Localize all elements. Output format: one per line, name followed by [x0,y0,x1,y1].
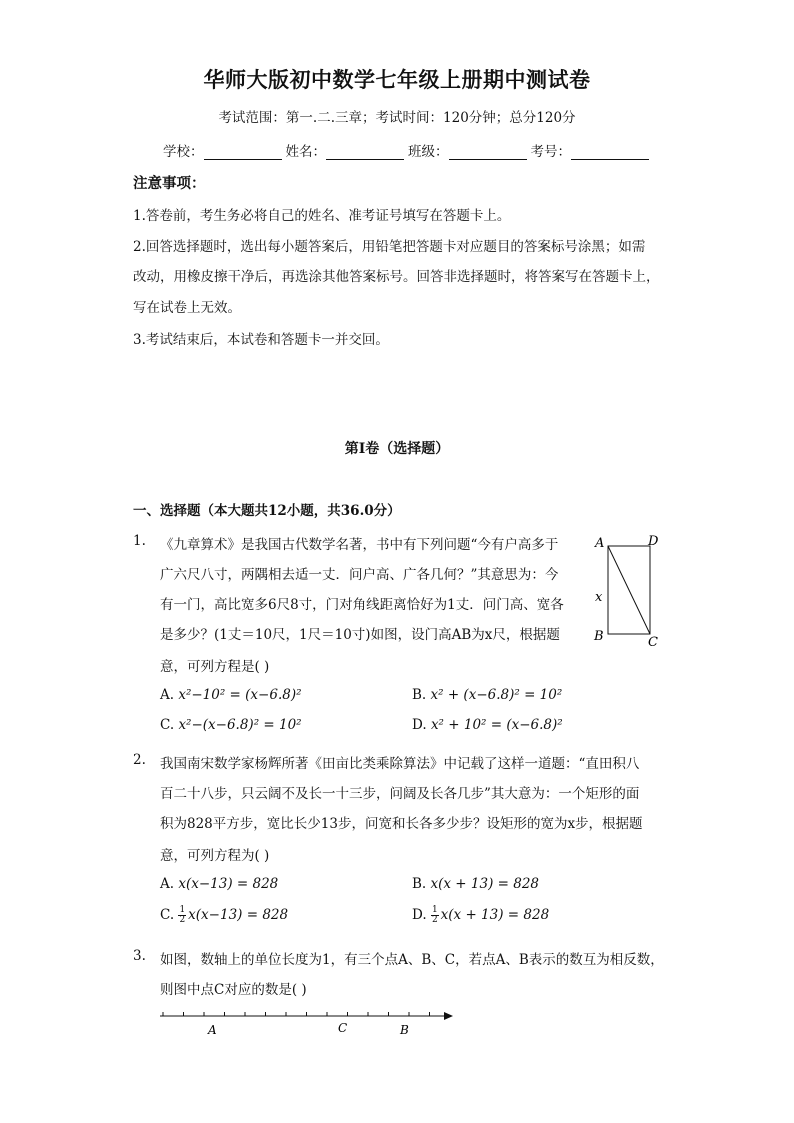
section-title: 一、选择题（本大题共12小题，共36.0分） [133,503,401,519]
number-line [155,1004,460,1040]
option-b[interactable] [412,687,562,703]
name-label: 姓名： [285,144,326,160]
notice-item: 改动，用橡皮擦干净后，再选涂其他答案标号。回答非选择题时，将答案写在答题卡上， [133,269,660,285]
question-text: 有一门，高比宽多6尺8寸，门对角线距离恰好为1丈．问门高、宽各 [160,597,564,613]
exam-number-label: 考号： [530,144,571,160]
option-expr: x(x + 13) = 828 [430,876,540,892]
option-label: A. [160,876,175,892]
option-expr: x(x−13) = 828 [188,907,289,923]
label-D: D [648,534,659,549]
notice-item: 写在试卷上无效。 [133,300,241,316]
option-a[interactable] [160,876,278,892]
exam-number-field[interactable] [571,145,649,160]
option-label: C. [160,907,175,923]
option-label: B. [412,687,427,703]
question-text: 意，可列方程为( ) [160,848,270,864]
school-field[interactable] [204,145,282,160]
option-label: C. [160,717,175,733]
option-expr: x(x−13) = 828 [178,876,279,892]
question-text: 是多少？(1丈＝10尺，1尺＝10寸)如图，设门高AB为x尺，根据题 [160,627,560,643]
part-title: 第I卷（选择题） [344,441,450,457]
name-field[interactable] [326,145,404,160]
option-label: D. [412,717,427,733]
notice-item: 1.答卷前，考生务必将自己的姓名、准考证号填写在答题卡上。 [133,208,511,224]
door-figure [588,530,668,652]
axis-label-A: A [208,1023,217,1037]
option-label: D. [412,907,427,923]
question-number: 3. [133,948,146,964]
class-field[interactable] [449,145,527,160]
option-label: B. [412,876,427,892]
question-number: 2. [133,752,146,768]
question-number: 1. [133,533,146,549]
option-expr: x(x + 13) = 828 [440,907,550,923]
option-c[interactable] [160,717,302,733]
option-d[interactable] [412,906,549,925]
question-text: 广六尺八寸，两隅相去适一丈．问户高、广各几何？”其意思为：今 [160,567,559,583]
label-C: C [648,635,658,650]
notice-item: 2.回答选择题时，选出每小题答案后，用铅笔把答题卡对应题目的答案标号涂黑；如需 [133,239,646,255]
door-diagonal [608,546,650,634]
option-expr: x² + 10² = (x−6.8)² [430,717,563,733]
exam-info: 考试范围：第一.二.三章；考试时间：120分钟；总分120分 [218,110,576,126]
fraction-half: $\frac{1}{2}$ [431,905,438,925]
question-text: 则图中点C对应的数是( ) [160,982,307,998]
option-d[interactable] [412,717,563,733]
question-text: 如图，数轴上的单位长度为1，有三个点A、B、C，若点A、B表示的数互为相反数， [160,952,664,968]
class-label: 班级： [408,144,449,160]
label-A: A [595,536,605,551]
axis-arrow [444,1012,453,1020]
question-text: 我国南宋数学家杨辉所著《田亩比类乘除算法》中记载了这样一道题：“直田积八 [160,756,640,772]
axis-label-C: C [338,1021,348,1035]
axis-label-B: B [400,1023,409,1037]
option-expr: x² + (x−6.8)² = 10² [430,687,563,703]
question-text: 《九章算术》是我国古代数学名著，书中有下列问题“今有户高多于 [160,537,559,553]
label-x: x [595,590,603,605]
question-text: 积为828平方步，宽比长少13步，问宽和长各多少步？设矩形的宽为x步，根据题 [160,816,643,832]
notice-heading: 注意事项： [133,175,206,192]
page-title: 华师大版初中数学七年级上册期中测试卷 [203,67,591,92]
fraction-half: $\frac{1}{2}$ [179,905,186,925]
question-text: 百二十八步，只云阔不及长一十三步，问阔及长各几步”其大意为：一个矩形的面 [160,786,640,802]
option-expr: x²−(x−6.8)² = 10² [178,717,302,733]
option-label: A. [160,687,175,703]
question-text: 意，可列方程是( ) [160,659,270,675]
notice-item: 3.考试结束后，本试卷和答题卡一并交回。 [133,332,389,348]
option-a[interactable] [160,687,302,703]
option-c[interactable] [160,906,288,925]
student-info-row [163,140,653,160]
school-label: 学校： [163,144,204,160]
option-b[interactable] [412,876,539,892]
label-B: B [594,629,604,644]
option-expr: x²−10² = (x−6.8)² [178,687,302,703]
